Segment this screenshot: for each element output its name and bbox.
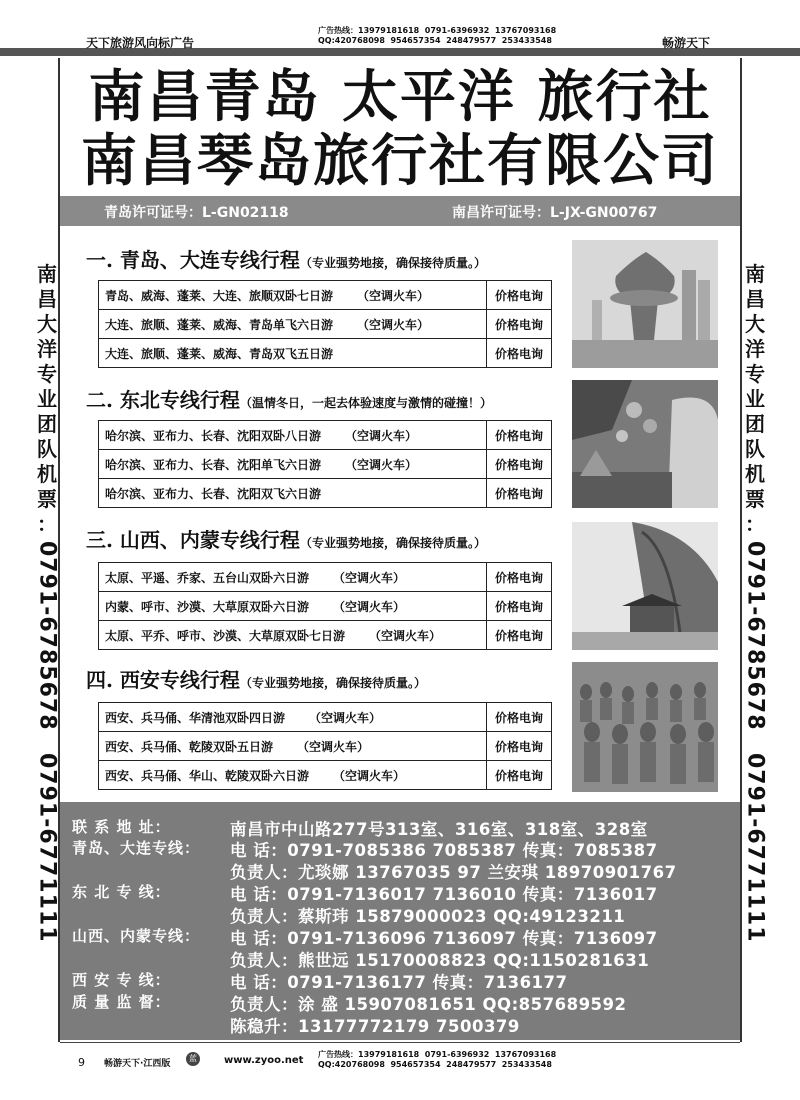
main-title-line2: 南昌琴岛旅行社有限公司 [81,128,719,194]
side-text-right [740,262,770,537]
route-name-text: 大连、旅顺、蓬莱、威海、青岛双飞五日游 [105,346,334,361]
footer-rule [60,1042,740,1043]
route-row [99,592,552,621]
side-phone2-left: 0791-6771111 [34,752,60,943]
side-phone1-right: 0791-6785678 [742,541,768,731]
footer-magazine: 畅游天下·江西版 [104,1059,171,1069]
contact-value: 负责人：蔡斯玮 15879000023 QQ:49123211 [230,907,626,926]
photo-shanxi-pavilion [572,522,718,650]
route-row [99,450,552,479]
section-4-routes [98,702,552,790]
contact-row [72,1013,520,1036]
contact-row [72,903,626,926]
route-name [99,421,487,450]
side-char: 团 [37,412,57,436]
route-name-text: 内蒙、呼市、沙漠、大草原双卧六日游 [105,599,310,614]
license-qingdao: 青岛许可证号：L-GN02118 [104,205,289,221]
route-row [99,732,552,761]
route-name [99,761,487,790]
side-char: 昌 [37,287,57,311]
side-char: 机 [37,462,57,486]
footer-ad-lines [318,1050,556,1070]
route-mode: （空调火车） [333,599,406,614]
route-name [99,281,487,310]
route-price: 价格电询 [487,732,552,761]
contact-label: 青岛、大连专线： [72,839,201,857]
page-number: 9 [78,1056,85,1069]
route-row [99,621,552,650]
contact-label: 东 北 专 线： [72,883,171,901]
main-title-line1: 南昌青岛 太平洋 旅行社 [88,64,712,130]
photo-qingdao-sculpture [572,240,718,368]
side-char: 业 [745,387,765,411]
section-3-heading [86,524,486,553]
header-ad-lines [318,26,556,46]
route-name-text: 哈尔滨、亚布力、长春、沈阳单飞六日游 [105,457,322,472]
route-name-text: 大连、旅顺、蓬莱、威海、青岛单飞六日游 [105,317,334,332]
section-2-heading [86,384,492,413]
side-char: 洋 [37,337,57,361]
contact-row [72,816,648,839]
contact-label: 西 安 专 线： [72,971,171,989]
section-4-note: （专业强势地接，确保接待质量。） [239,676,426,690]
route-row [99,479,552,508]
route-price: 价格电询 [487,339,552,368]
route-name [99,621,487,650]
contact-label: 质 量 监 督： [72,993,171,1011]
side-text-left [32,262,62,537]
route-name [99,450,487,479]
contact-value: 南昌市中山路277号313室、316室、318室、328室 [230,820,648,839]
route-name [99,563,487,592]
route-mode: （空调火车） [345,457,418,472]
side-char: 队 [745,437,765,461]
side-ad-left [32,262,62,942]
section-1-routes [98,280,552,368]
license-nanchang: 南昌许可证号：L-JX-GN00767 [452,205,658,221]
route-name [99,310,487,339]
photo-terracotta-warriors [572,662,718,792]
footer-website[interactable]: www.zyoo.net [224,1055,304,1066]
route-mode: （空调火车） [345,428,418,443]
route-name-text: 西安、兵马俑、乾陵双卧五日游 [105,739,274,754]
side-phone2-right: 0791-6771111 [742,752,768,943]
route-row [99,339,552,368]
photo-northeast-ice-lanterns [572,380,718,508]
header-right-text: 畅游天下 [662,36,711,50]
contact-label: 联 系 地 址： [72,818,171,836]
section-3-title: 三. 山西、内蒙专线行程 [86,528,300,552]
contact-row [72,925,658,948]
route-price: 价格电询 [487,310,552,339]
route-mode: （空调火车） [333,570,406,585]
contact-box [60,802,740,1040]
side-ad-right [740,262,770,942]
route-mode: （空调火车） [357,317,430,332]
contact-row [72,859,677,882]
side-phone1-left: 0791-6785678 [34,541,60,731]
contact-value: 电 话：0791-7085386 7085387 传真：7085387 [230,841,658,860]
route-price: 价格电询 [487,421,552,450]
section-1-title: 一. 青岛、大连专线行程 [86,248,300,272]
route-name-text: 太原、平乔、呼市、沙漠、大草原双卧七日游 [105,628,346,643]
route-mode: （空调火车） [309,710,382,725]
side-char: ： [745,512,765,536]
route-price: 价格电询 [487,450,552,479]
footer-ad-line1: 广告热线：13979181618 0791-6396932 13767093168 [318,1050,557,1059]
contact-row [72,969,568,992]
route-price: 价格电询 [487,479,552,508]
route-mode: （空调火车） [357,288,430,303]
contact-row [72,947,650,970]
footer-ad-line2: QQ:420768098 954657354 248479577 253433548 [318,1060,552,1069]
contact-row [72,837,658,860]
section-2-routes [98,420,552,508]
route-price: 价格电询 [487,281,552,310]
route-name-text: 西安、兵马俑、华山、乾陵双卧六日游 [105,768,310,783]
side-char: 票 [37,487,57,511]
side-char: 南 [37,262,57,286]
section-3-routes [98,562,552,650]
contact-value: 电 话：0791-7136017 7136010 传真：7136017 [230,885,658,904]
side-char: 南 [745,262,765,286]
route-row [99,421,552,450]
header-ad-line2: QQ:420768098 954657354 248479577 253433548 [318,36,552,45]
route-name-text: 哈尔滨、亚布力、长春、沈阳双卧八日游 [105,428,322,443]
contact-value: 负责人：熊世远 15170008823 QQ:1150281631 [230,951,650,970]
route-name-text: 青岛、威海、蓬莱、大连、旅顺双卧七日游 [105,288,334,303]
section-2-note: （温情冬日，一起去体验速度与激情的碰撞！） [239,396,492,410]
route-name [99,732,487,761]
side-char: 大 [37,312,57,336]
route-name [99,339,487,368]
contact-value: 电 话：0791-7136096 7136097 传真：7136097 [230,929,658,948]
route-row [99,281,552,310]
side-char: 昌 [745,287,765,311]
route-mode: （空调火车） [297,739,370,754]
route-name [99,703,487,732]
side-char: 大 [745,312,765,336]
route-row [99,563,552,592]
route-row [99,761,552,790]
header-left-text: 天下旅游风向标广告 [86,36,195,50]
section-1-heading [86,244,486,273]
route-price: 价格电询 [487,563,552,592]
section-1-note: （专业强势地接，确保接待质量。） [299,256,486,270]
side-char: 机 [745,462,765,486]
route-name-text: 太原、平遥、乔家、五台山双卧六日游 [105,570,310,585]
route-price: 价格电询 [487,621,552,650]
side-char: 队 [37,437,57,461]
route-mode: （空调火车） [333,768,406,783]
magazine-logo-icon: 蓝 [186,1052,200,1066]
route-price: 价格电询 [487,703,552,732]
contact-row [72,881,658,904]
header-ad-line1: 广告热线：13979181618 0791-6396932 13767093168 [318,26,557,35]
side-char: 洋 [745,337,765,361]
side-char: 团 [745,412,765,436]
contact-label: 山西、内蒙专线： [72,927,201,945]
section-4-title: 四. 西安专线行程 [86,668,240,692]
side-char: 专 [37,362,57,386]
route-mode: （空调火车） [369,628,442,643]
section-4-heading [86,664,426,693]
route-name [99,592,487,621]
contact-value: 负责人：涂 盛 15907081651 QQ:857689592 [230,995,627,1014]
route-name-text: 哈尔滨、亚布力、长春、沈阳双飞六日游 [105,486,322,501]
section-3-note: （专业强势地接，确保接待质量。） [299,536,486,550]
route-price: 价格电询 [487,761,552,790]
route-row [99,703,552,732]
route-name [99,479,487,508]
contact-value: 负责人：尤琰娜 13767035 97 兰安琪 18970901767 [230,863,677,882]
side-char: 专 [745,362,765,386]
contact-value: 电 话：0791-7136177 传真：7136177 [230,973,568,992]
contact-row [72,991,627,1014]
side-char: 票 [745,487,765,511]
route-name-text: 西安、兵马俑、华清池双卧四日游 [105,710,286,725]
route-price: 价格电询 [487,592,552,621]
side-char: 业 [37,387,57,411]
route-row [99,310,552,339]
license-bar [60,196,740,226]
side-char: ： [37,512,57,536]
contact-value: 陈稳升：13177772179 7500379 [230,1017,520,1036]
section-2-title: 二. 东北专线行程 [86,388,240,412]
